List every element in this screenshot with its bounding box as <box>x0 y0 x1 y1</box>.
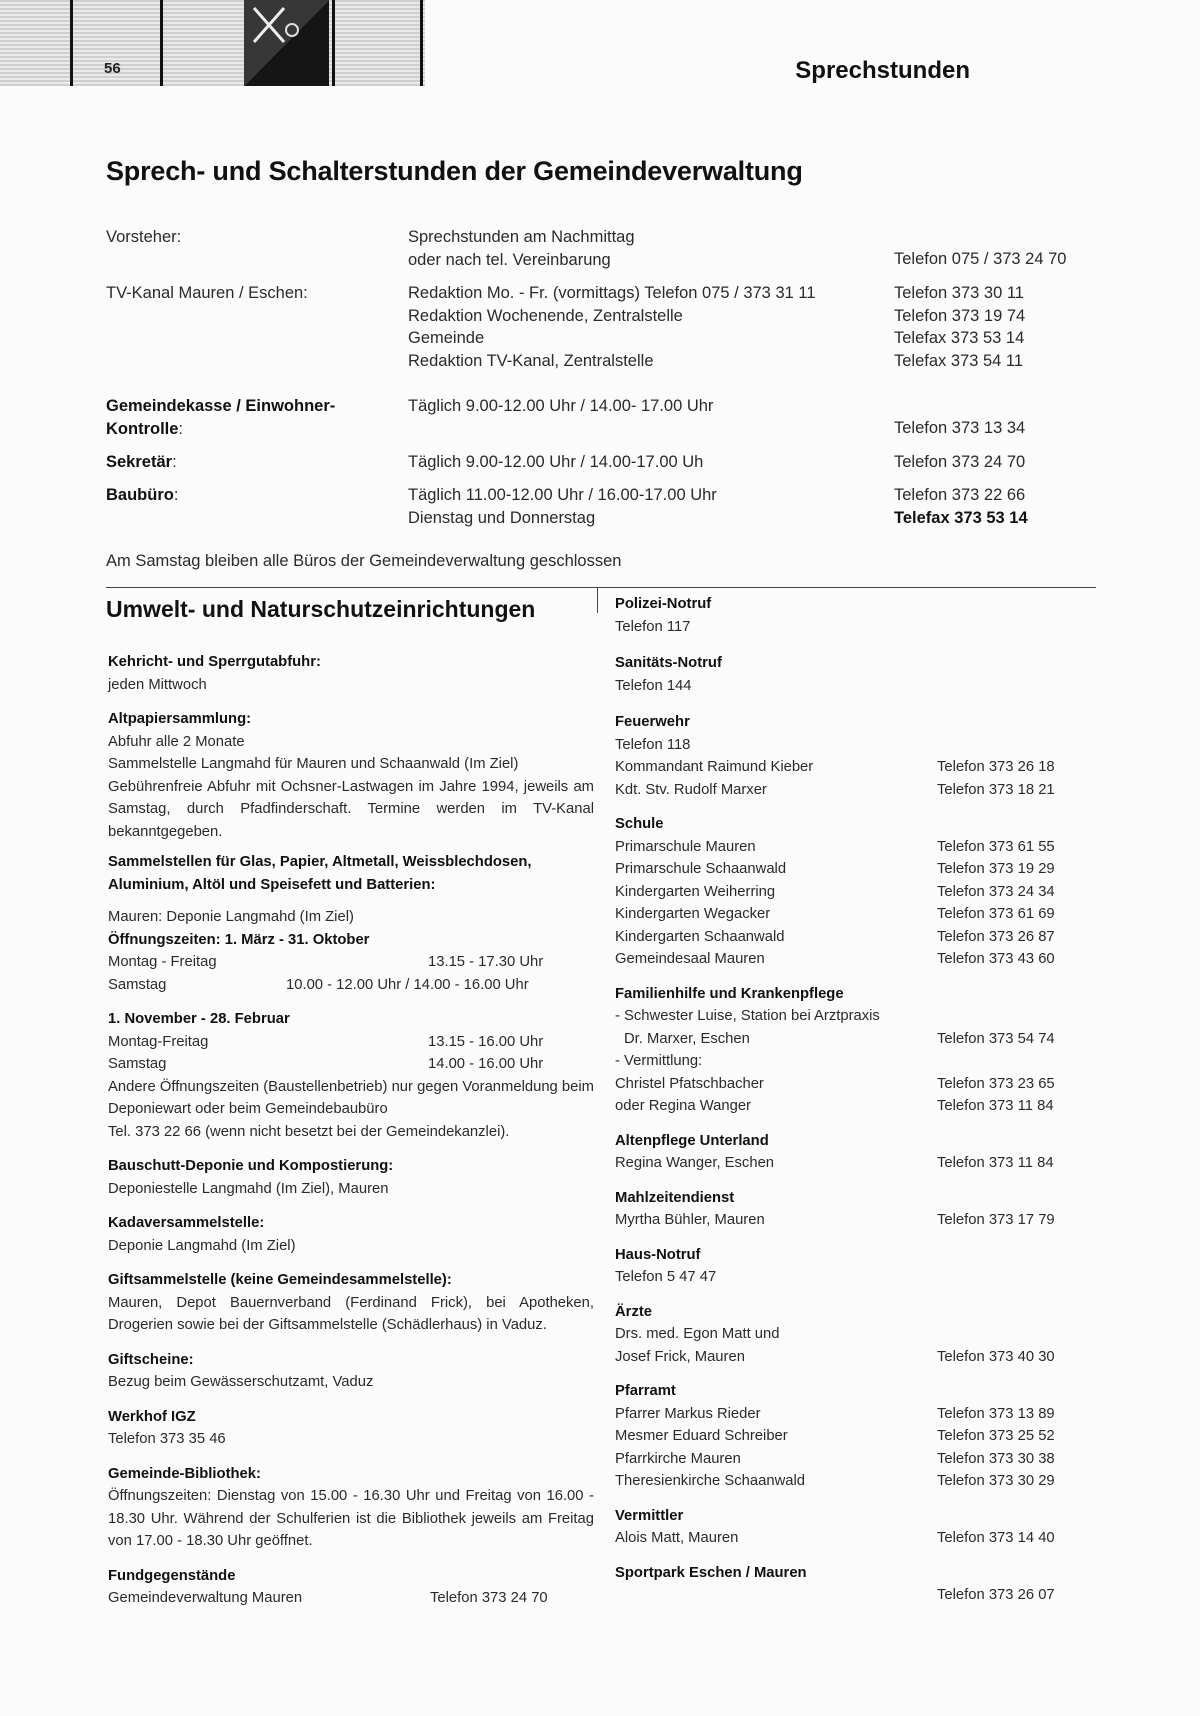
contact-row <box>615 1584 1085 1607</box>
section-title: Sprechstunden <box>795 57 970 84</box>
label-vorsteher: Vorsteher: <box>106 228 182 246</box>
phone: Telefon 373 61 55 <box>937 838 1055 855</box>
text: Deponie Langmahd (Im Ziel) <box>108 1237 296 1254</box>
name: Mesmer Eduard Schreiber <box>615 1428 788 1444</box>
contact-row <box>615 836 1085 859</box>
environment-title: Umwelt- und Naturschutzeinrichtungen <box>106 596 536 622</box>
phone: Telefon 373 22 66 <box>894 486 1026 504</box>
header-rule <box>332 0 335 86</box>
text: - Vermittlung: <box>615 1053 703 1069</box>
heading: Familienhilfe und Krankenpflege <box>615 985 844 1002</box>
name: Josef Frick, Mauren <box>615 1348 745 1365</box>
heading: Sammelstellen für Glas, Papier, Altmetall, Weissblechdosen, Aluminium, Altöl und Speisefett und Batterien: <box>108 854 532 893</box>
contact-row <box>615 1425 1085 1448</box>
name: Kindergarten Schaanwald <box>615 928 785 945</box>
sekretaer-hours: Täglich 9.00-12.00 Uhr / 14.00-17.00 Uh <box>408 453 704 471</box>
label-sekretaer: Sekretär: <box>106 453 177 471</box>
text: Abfuhr alle 2 Monate <box>108 733 245 750</box>
text: jeden Mittwoch <box>108 676 207 693</box>
time: 13.15 - 16.00 Uhr <box>428 1033 544 1050</box>
text-line: Gemeindekasse / Einwohner- <box>106 397 336 415</box>
text-line: oder nach tel. Vereinbarung <box>408 250 611 269</box>
text-line: Baubüro <box>106 486 174 504</box>
phone: Telefon 373 30 11 <box>894 284 1024 302</box>
heading: Polizei-Notruf <box>615 596 712 612</box>
page-header <box>0 0 1200 92</box>
contact-row <box>615 1527 1085 1550</box>
contact-row <box>615 1346 1085 1369</box>
phone: Telefon 373 24 34 <box>937 883 1055 900</box>
contact-row <box>615 903 1085 926</box>
name: Kindergarten Weiherring <box>615 883 776 900</box>
phone: Telefon 373 23 65 <box>937 1075 1055 1092</box>
text-line: Redaktion Wochenende, Zentralstelle <box>408 306 683 325</box>
text: Mauren: Deponie Langmahd (Im Ziel) <box>108 909 354 925</box>
heading: Vermittler <box>615 1507 684 1524</box>
tv-kanal-lines <box>408 282 816 372</box>
page-title: Sprech- und Schalterstunden der Gemeindeverwaltung <box>106 156 803 186</box>
kasse-hours: Täglich 9.00-12.00 Uhr / 14.00- 17.00 Uhr <box>408 397 714 415</box>
label-baubuero: Baubüro: <box>106 486 179 504</box>
heading: Sanitäts-Notruf <box>615 655 722 671</box>
heading: Altenpflege Unterland <box>615 1132 769 1149</box>
heading: Mahlzeitendienst <box>615 1189 735 1206</box>
phone: Telefax 373 54 11 <box>894 351 1024 370</box>
text-line: Täglich 11.00-12.00 Uhr / 16.00-17.00 Uhr <box>408 486 717 504</box>
name: Dr. Marxer, Eschen <box>624 1030 750 1047</box>
text: Sammelstelle Langmahd für Mauren und Schaanwald (Im Ziel) <box>108 756 519 772</box>
header-rule <box>160 0 163 86</box>
name: Kdt. Stv. Rudolf Marxer <box>615 781 767 798</box>
text-line: Kontrolle <box>106 419 179 438</box>
name: Regina Wanger, Eschen <box>615 1155 775 1171</box>
name: Kommandant Raimund Kieber <box>615 759 814 775</box>
phone: Telefon 373 26 07 <box>937 1587 1055 1603</box>
text: Telefon 118 <box>615 736 691 753</box>
text-line: Sekretär <box>106 453 173 471</box>
text: Tel. 373 22 66 (wenn nicht besetzt bei der Gemeindekanzlei). <box>108 1123 510 1140</box>
column-divider <box>597 587 598 613</box>
contact-row <box>615 1209 1085 1232</box>
phone: Telefon 373 30 38 <box>937 1450 1055 1467</box>
text: Telefon 5 47 47 <box>615 1269 717 1285</box>
name: Christel Pfatschbacher <box>615 1075 764 1092</box>
schedule-row <box>108 1587 594 1610</box>
contact-row <box>615 1028 1085 1051</box>
closed-note: Am Samstag bleiben alle Büros der Gemeindeverwaltung geschlossen <box>106 552 622 570</box>
text: Telefon 373 35 46 <box>108 1431 226 1447</box>
heading: Werkhof IGZ <box>108 1408 196 1425</box>
name: Pfarrkirche Mauren <box>615 1450 741 1467</box>
vorsteher-hours <box>408 226 635 271</box>
heading: Giftscheine: <box>108 1351 194 1368</box>
heading: Haus-Notruf <box>615 1246 701 1263</box>
contact-row <box>615 1403 1085 1426</box>
left-column <box>108 651 594 1610</box>
time: 10.00 - 12.00 Uhr / 14.00 - 16.00 Uhr <box>286 976 529 993</box>
text-line: Gemeinde <box>408 329 485 347</box>
contact-row <box>615 779 1085 802</box>
heading: Altpapiersammlung: <box>108 711 252 727</box>
schedule-row <box>108 974 594 997</box>
name: Primarschule Mauren <box>615 838 756 855</box>
schedule-row <box>108 951 594 974</box>
text: - Schwester Luise, Station bei Arztpraxis <box>615 1008 880 1024</box>
phone: Telefon 373 18 21 <box>937 781 1055 798</box>
phone: Telefon 373 14 40 <box>937 1530 1055 1546</box>
day: Samstag <box>108 976 167 993</box>
contact-row <box>615 858 1085 881</box>
name: Primarschule Schaanwald <box>615 861 787 877</box>
phone: Telefon 373 19 29 <box>937 861 1055 877</box>
name: Pfarrer Markus Rieder <box>615 1405 761 1422</box>
phone: Telefon 373 43 60 <box>937 951 1055 967</box>
phone: Telefon 373 40 30 <box>937 1348 1055 1365</box>
text: Drs. med. Egon Matt und <box>615 1326 780 1342</box>
name: Kindergarten Wegacker <box>615 906 771 922</box>
contact-row <box>615 1152 1085 1175</box>
heading: Pfarramt <box>615 1383 676 1399</box>
text: Gebührenfreie Abfuhr mit Ochsner-Lastwagen im Jahre 1994, jeweils am Samstag, durch Pfadfinderschaft. Termine werden im TV-Kanal bekanntgegeben. <box>108 778 594 840</box>
header-rule <box>70 0 73 86</box>
name: Alois Matt, Mauren <box>615 1530 739 1546</box>
header-band <box>0 0 425 86</box>
phone: Telefon 373 26 87 <box>937 928 1055 945</box>
text-line: Sprechstunden am Nachmittag <box>408 228 635 246</box>
heading: Kadaversammelstelle: <box>108 1215 265 1231</box>
heading: Bauschutt-Deponie und Kompostierung: <box>108 1158 394 1174</box>
text: Telefon 144 <box>615 677 692 694</box>
phone: Telefon 373 24 70 <box>430 1590 548 1606</box>
time: 14.00 - 16.00 Uhr <box>428 1056 544 1072</box>
day: Montag - Freitag <box>108 954 217 970</box>
heading: 1. November - 28. Februar <box>108 1011 290 1027</box>
text-line: Redaktion TV-Kanal, Zentralstelle <box>408 351 654 370</box>
heading: Schule <box>615 816 664 832</box>
heading: Sportpark Eschen / Mauren <box>615 1564 807 1581</box>
contact-row <box>615 1448 1085 1471</box>
right-column <box>615 593 1085 1607</box>
header-rule <box>420 0 423 86</box>
text: Andere Öffnungszeiten (Baustellenbetrieb) nur gegen Voranmeldung beim Deponiewart oder beim Gemeindebaubüro <box>108 1078 594 1117</box>
name: Gemeindesaal Mauren <box>615 951 765 967</box>
phone: Telefon 373 26 18 <box>937 759 1055 775</box>
contact-row <box>615 756 1085 779</box>
baubuero-hours <box>408 484 717 529</box>
phone: Telefon 373 25 52 <box>937 1428 1055 1444</box>
phone: Telefax 373 53 14 <box>894 329 1025 347</box>
contact-row <box>615 881 1085 904</box>
day: Montag-Freitag <box>108 1033 209 1050</box>
phone: Telefon 373 19 74 <box>894 306 1026 325</box>
name: Myrtha Bühler, Mauren <box>615 1212 765 1228</box>
day: Samstag <box>108 1056 167 1072</box>
vorsteher-phone: Telefon 075 / 373 24 70 <box>894 250 1067 268</box>
heading: Fundgegenstände <box>108 1567 236 1584</box>
text: Deponiestelle Langmahd (Im Ziel), Mauren <box>108 1180 389 1197</box>
text-line: Dienstag und Donnerstag <box>408 508 596 527</box>
text: Öffnungszeiten: Dienstag von 15.00 - 16.30 Uhr und Freitag von 16.00 - 18.30 Uhr. Während der Schulferien ist die Bibliothek jeweils am Freitag von 17.00 - 18.30 Uhr geöffnet. <box>108 1488 594 1549</box>
sekretaer-phone: Telefon 373 24 70 <box>894 453 1026 471</box>
contact-row <box>615 1470 1085 1493</box>
heading: Öffnungszeiten: 1. März - 31. Oktober <box>108 931 370 948</box>
divider <box>106 587 1096 588</box>
phone: Telefon 373 11 84 <box>937 1155 1054 1171</box>
label-tv-kanal: TV-Kanal Mauren / Eschen: <box>106 284 308 302</box>
coat-of-arms-icon <box>244 0 329 86</box>
label-gemeindekasse: Gemeindekasse / Einwohner- Kontrolle: <box>106 397 336 438</box>
time: 13.15 - 17.30 Uhr <box>428 954 544 970</box>
heading: Giftsammelstelle (keine Gemeindesammelstelle): <box>108 1272 452 1288</box>
contact-row <box>615 926 1085 949</box>
name: Theresienkirche Schaanwald <box>615 1473 805 1489</box>
heading: Feuerwehr <box>615 714 690 730</box>
text: Telefon 117 <box>615 618 691 635</box>
name: oder Regina Wanger <box>615 1098 751 1114</box>
phone: Telefon 373 17 79 <box>937 1212 1055 1228</box>
phone: Telefon 373 61 69 <box>937 906 1055 922</box>
contact-row <box>615 948 1085 971</box>
phone: Telefon 373 54 74 <box>937 1030 1055 1047</box>
phone: Telefax 373 53 14 <box>894 508 1028 527</box>
contact-row <box>615 1073 1085 1096</box>
text: Gemeindeverwaltung Mauren <box>108 1590 303 1606</box>
schedule-row <box>108 1031 594 1054</box>
text: Mauren, Depot Bauernverband (Ferdinand Frick), bei Apotheken, Drogerien sowie bei der Giftsammelstelle (Schädlerhaus) in Vaduz. <box>108 1294 594 1333</box>
heading: Gemeinde-Bibliothek: <box>108 1465 261 1482</box>
baubuero-phones <box>894 484 1028 529</box>
contact-row <box>615 1095 1085 1118</box>
text-line: Redaktion Mo. - Fr. (vormittags) Telefon 075 / 373 31 11 <box>408 284 816 302</box>
text: Bezug beim Gewässerschutzamt, Vaduz <box>108 1374 374 1390</box>
schedule-row <box>108 1053 594 1076</box>
kasse-phone: Telefon 373 13 34 <box>894 419 1026 437</box>
phone: Telefon 373 30 29 <box>937 1473 1055 1489</box>
phone: Telefon 373 11 84 <box>937 1098 1054 1114</box>
tv-kanal-phones <box>894 282 1025 372</box>
heading: Kehricht- und Sperrgutabfuhr: <box>108 654 321 670</box>
heading: Ärzte <box>615 1303 652 1320</box>
page-number: 56 <box>104 60 121 77</box>
phone: Telefon 373 13 89 <box>937 1405 1055 1422</box>
